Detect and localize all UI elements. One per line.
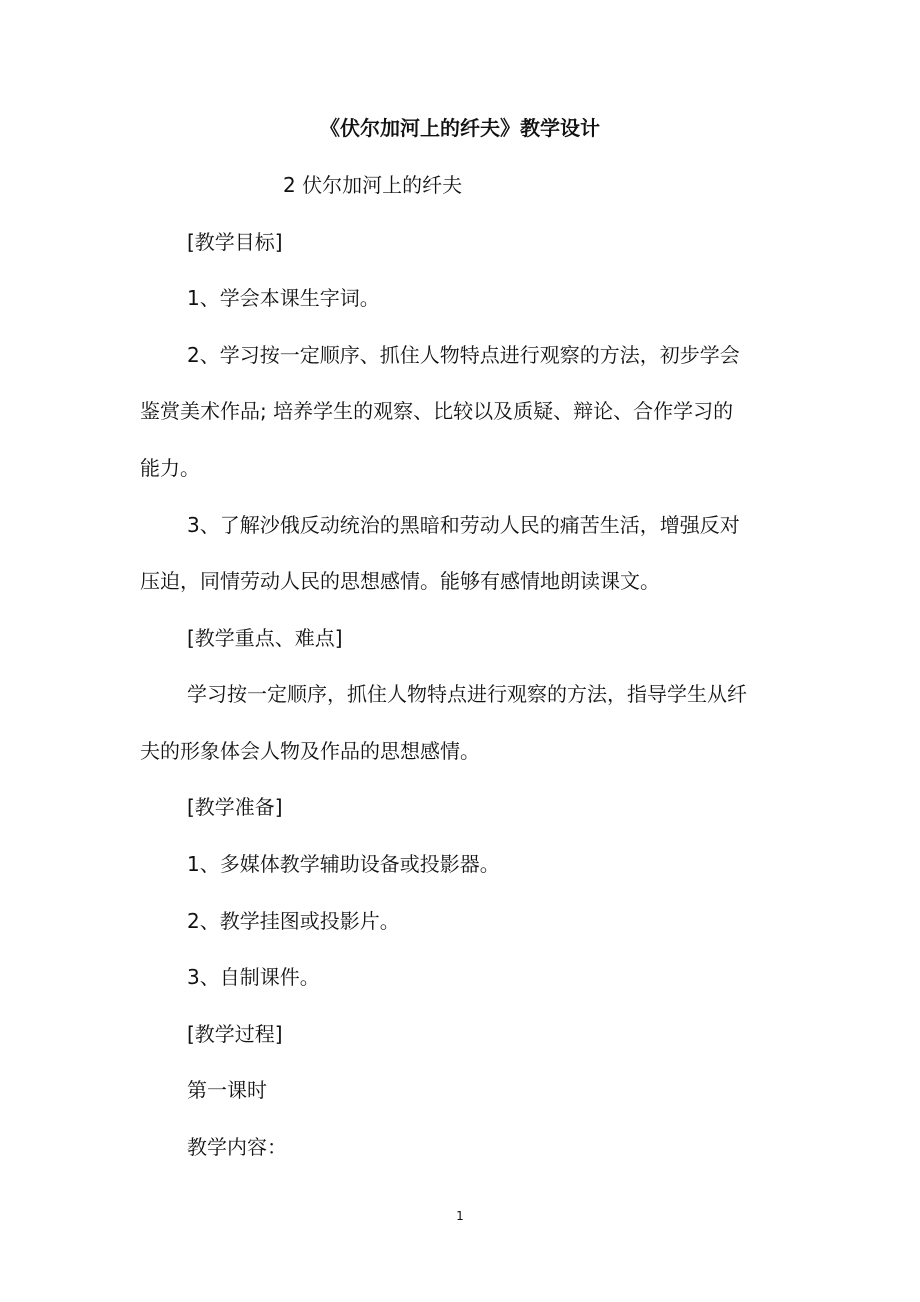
objective-3-line-1: 3、了解沙俄反动统治的黑暗和劳动人民的痛苦生活，增强反对 — [187, 513, 740, 537]
objective-2-line-3: 能力。 — [140, 456, 200, 480]
preparation-3: 3、自制课件。 — [187, 965, 320, 989]
preparation-1: 1、多媒体教学辅助设备或投影器。 — [187, 852, 500, 876]
preparation-2: 2、教学挂图或投影片。 — [187, 909, 400, 933]
document-title: 《伏尔加河上的纤夫》教学设计 — [320, 116, 600, 140]
teaching-content-label: 教学内容： — [187, 1135, 287, 1159]
page-number: 1 — [456, 1209, 464, 1223]
objective-1: 1、学会本课生字词。 — [187, 286, 380, 310]
lesson-subtitle: 2 伏尔加河上的纤夫 — [283, 173, 463, 197]
key-points-line-2: 夫的形象体会人物及作品的思想感情。 — [140, 739, 480, 763]
first-lesson-heading: 第一课时 — [187, 1078, 267, 1102]
objective-3-line-2: 压迫，同情劳动人民的思想感情。能够有感情地朗读课文。 — [140, 569, 660, 593]
key-points-line-1: 学习按一定顺序，抓住人物特点进行观察的方法，指导学生从纤 — [187, 682, 747, 706]
section-heading-process: [教学过程] — [187, 1022, 283, 1046]
section-heading-preparation: [教学准备] — [187, 795, 283, 819]
objective-2-line-1: 2、学习按一定顺序、抓住人物特点进行观察的方法，初步学会 — [187, 343, 740, 367]
section-heading-objectives: [教学目标] — [187, 230, 283, 254]
objective-2-line-2: 鉴赏美术作品; 培养学生的观察、比较以及质疑、辩论、合作学习的 — [140, 399, 734, 423]
section-heading-key-points: [教学重点、难点] — [187, 626, 343, 650]
